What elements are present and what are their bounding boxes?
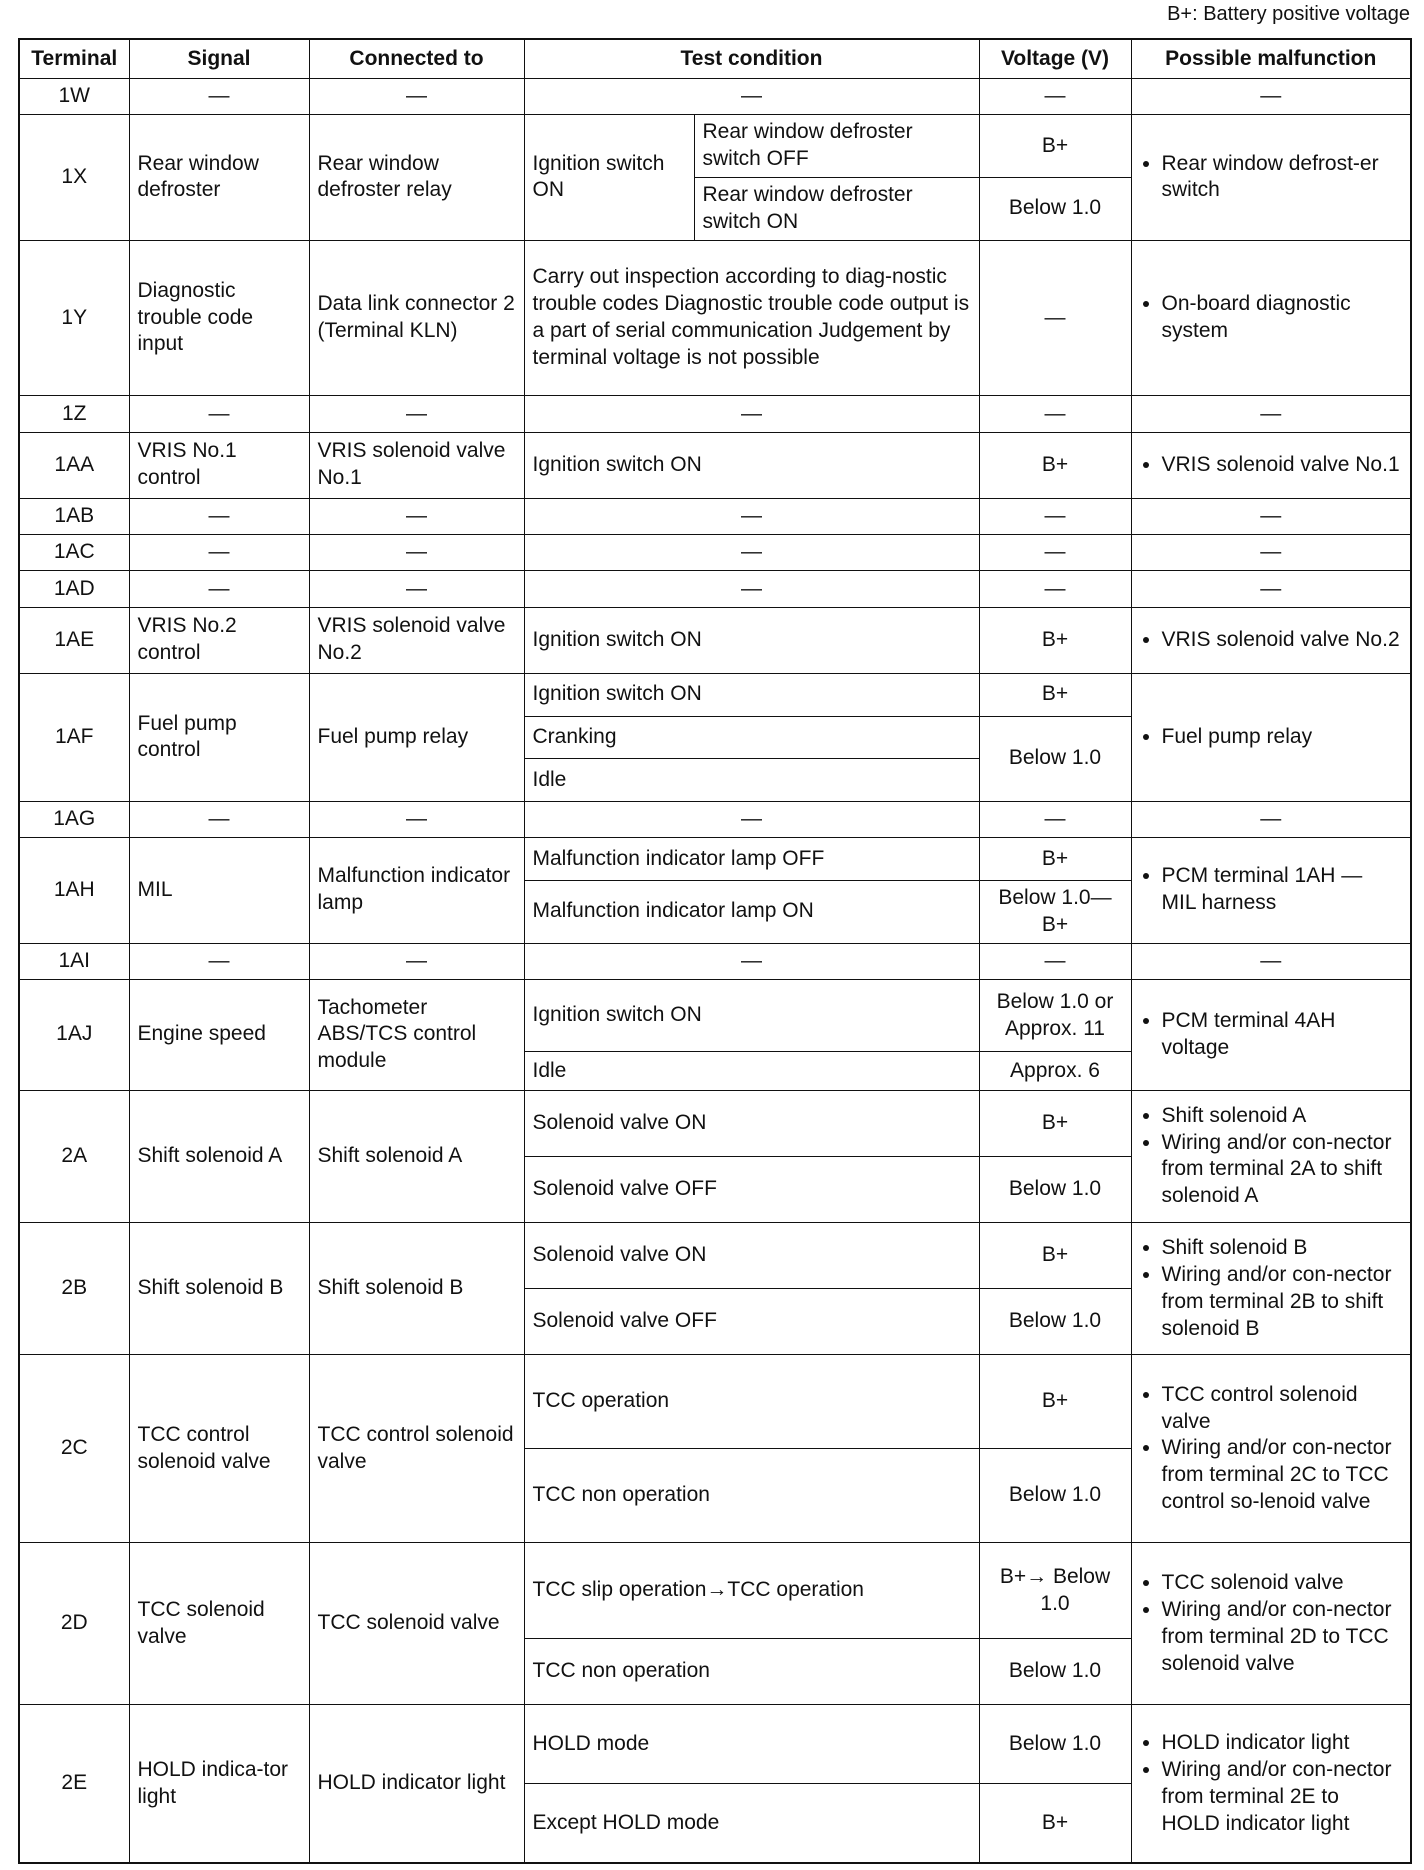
- condition-cell: Ignition switch ON: [524, 607, 979, 673]
- voltage-cell: B+: [979, 1223, 1131, 1289]
- signal-cell: Shift solenoid B: [129, 1223, 309, 1355]
- empty-dash: —: [129, 943, 309, 979]
- empty-dash: —: [979, 498, 1131, 534]
- malfunction-cell: [1131, 1223, 1411, 1355]
- table-row: [19, 673, 1411, 716]
- terminal-cell: 1AF: [19, 673, 129, 801]
- header-connected-to: Connected to: [309, 39, 524, 79]
- condition-cell: TCC non operation: [524, 1639, 979, 1705]
- malfunction-item: • Wiring and/or con-nector from terminal 2D to TCC solenoid valve: [1162, 1597, 1403, 1678]
- terminal-cell: 1W: [19, 79, 129, 115]
- voltage-cell: Below 1.0: [979, 177, 1131, 240]
- terminal-cell: 1AB: [19, 498, 129, 534]
- voltage-cell: Below 1.0: [979, 1639, 1131, 1705]
- voltage-cell: B+: [979, 1090, 1131, 1156]
- terminal-cell: 1AG: [19, 801, 129, 837]
- condition-cell: Rear window defroster switch ON: [694, 177, 979, 240]
- terminal-cell: 1AH: [19, 838, 129, 943]
- terminal-cell: 1X: [19, 115, 129, 240]
- empty-dash: —: [1131, 396, 1411, 432]
- empty-dash: —: [129, 571, 309, 607]
- malfunction-cell: [1131, 838, 1411, 943]
- table-row: [19, 1355, 1411, 1449]
- malfunction-cell: [1131, 1355, 1411, 1543]
- voltage-cell: Below 1.0 or Approx. 11: [979, 979, 1131, 1052]
- condition-cell: Idle: [524, 1052, 979, 1090]
- table-row: [19, 1090, 1411, 1156]
- terminal-cell: 1AE: [19, 607, 129, 673]
- malfunction-item: • Shift solenoid B: [1162, 1235, 1403, 1262]
- empty-dash: —: [524, 535, 979, 571]
- table-row: [19, 432, 1411, 498]
- connected-cell: VRIS solenoid valve No.1: [309, 432, 524, 498]
- signal-cell: Rear window defroster: [129, 115, 309, 240]
- malfunction-item: • TCC solenoid valve: [1162, 1570, 1403, 1597]
- table-row: [19, 838, 1411, 881]
- connected-cell: Fuel pump relay: [309, 673, 524, 801]
- empty-dash: —: [1131, 79, 1411, 115]
- table-row: [19, 1543, 1411, 1639]
- empty-dash: —: [524, 396, 979, 432]
- voltage-cell: Below 1.0: [979, 1156, 1131, 1222]
- terminal-cell: 2E: [19, 1705, 129, 1863]
- voltage-cell: B+→ Below 1.0: [979, 1543, 1131, 1639]
- malfunction-cell: [1131, 673, 1411, 801]
- malfunction-cell: [1131, 432, 1411, 498]
- empty-dash: —: [309, 801, 524, 837]
- condition-cell: Ignition switch ON: [524, 979, 979, 1052]
- condition-cell: Rear window defroster switch OFF: [694, 115, 979, 178]
- connected-cell: Data link connector 2 (Terminal KLN): [309, 240, 524, 396]
- connected-cell: Tachometer ABS/TCS control module: [309, 979, 524, 1090]
- header-signal: Signal: [129, 39, 309, 79]
- malfunction-item: • PCM terminal 1AH — MIL harness: [1162, 863, 1403, 917]
- connected-cell: TCC solenoid valve: [309, 1543, 524, 1705]
- condition-cell: TCC operation: [524, 1355, 979, 1449]
- malfunction-cell: [1131, 979, 1411, 1090]
- connected-cell: TCC control solenoid valve: [309, 1355, 524, 1543]
- signal-cell: Engine speed: [129, 979, 309, 1090]
- malfunction-item: • Wiring and/or con-nector from terminal 2B to shift solenoid B: [1162, 1262, 1403, 1343]
- malfunction-item: • TCC control solenoid valve: [1162, 1382, 1403, 1436]
- voltage-cell: Below 1.0—B+: [979, 880, 1131, 943]
- connected-cell: Rear window defroster relay: [309, 115, 524, 240]
- empty-dash: —: [309, 571, 524, 607]
- connected-cell: VRIS solenoid valve No.2: [309, 607, 524, 673]
- empty-dash: —: [309, 498, 524, 534]
- signal-cell: HOLD indica-tor light: [129, 1705, 309, 1863]
- malfunction-cell: [1131, 115, 1411, 240]
- malfunction-item: • VRIS solenoid valve No.1: [1162, 452, 1403, 479]
- empty-dash: —: [979, 79, 1131, 115]
- voltage-cell: B+: [979, 1355, 1131, 1449]
- empty-dash: —: [1131, 498, 1411, 534]
- malfunction-item: • VRIS solenoid valve No.2: [1162, 627, 1403, 654]
- condition-cell: Idle: [524, 759, 979, 802]
- empty-dash: —: [979, 240, 1131, 396]
- voltage-cell: B+: [979, 673, 1131, 716]
- condition-cell: Ignition switch ON: [524, 673, 979, 716]
- signal-cell: VRIS No.1 control: [129, 432, 309, 498]
- condition-cell: Solenoid valve ON: [524, 1223, 979, 1289]
- empty-dash: —: [1131, 801, 1411, 837]
- signal-cell: VRIS No.2 control: [129, 607, 309, 673]
- connected-cell: HOLD indicator light: [309, 1705, 524, 1863]
- terminal-cell: 2C: [19, 1355, 129, 1543]
- empty-dash: —: [979, 943, 1131, 979]
- empty-dash: —: [524, 801, 979, 837]
- voltage-cell: B+: [979, 432, 1131, 498]
- voltage-cell: Below 1.0: [979, 1705, 1131, 1784]
- table-row: [19, 571, 1411, 607]
- empty-dash: —: [129, 801, 309, 837]
- signal-cell: TCC solenoid valve: [129, 1543, 309, 1705]
- terminal-voltage-table: [18, 38, 1412, 1864]
- table-row: [19, 1223, 1411, 1289]
- empty-dash: —: [524, 943, 979, 979]
- header-possible-malfunction: Possible malfunction: [1131, 39, 1411, 79]
- empty-dash: —: [524, 571, 979, 607]
- header-test-condition: Test condition: [524, 39, 979, 79]
- terminal-cell: 1AI: [19, 943, 129, 979]
- malfunction-cell: [1131, 1090, 1411, 1222]
- table-row: [19, 396, 1411, 432]
- empty-dash: —: [524, 79, 979, 115]
- voltage-cell: B+: [979, 1784, 1131, 1863]
- empty-dash: —: [979, 535, 1131, 571]
- terminal-cell: 2A: [19, 1090, 129, 1222]
- malfunction-item: • Rear window defrost-er switch: [1162, 151, 1403, 205]
- malfunction-item: • Wiring and/or con-nector from terminal 2E to HOLD indicator light: [1162, 1757, 1403, 1838]
- empty-dash: —: [524, 498, 979, 534]
- empty-dash: —: [979, 396, 1131, 432]
- table-row: [19, 115, 1411, 178]
- terminal-cell: 1AA: [19, 432, 129, 498]
- malfunction-item: • PCM terminal 4AH voltage: [1162, 1008, 1403, 1062]
- condition-cell: Ignition switch ON: [524, 115, 694, 240]
- signal-cell: Fuel pump control: [129, 673, 309, 801]
- terminal-cell: 1Z: [19, 396, 129, 432]
- empty-dash: —: [129, 498, 309, 534]
- empty-dash: —: [129, 396, 309, 432]
- condition-cell: Ignition switch ON: [524, 432, 979, 498]
- voltage-cell: B+: [979, 607, 1131, 673]
- header-row: [19, 39, 1411, 79]
- malfunction-item: • Wiring and/or con-nector from terminal 2C to TCC control so-lenoid valve: [1162, 1435, 1403, 1516]
- table-row: [19, 801, 1411, 837]
- signal-cell: TCC control solenoid valve: [129, 1355, 309, 1543]
- connected-cell: Shift solenoid A: [309, 1090, 524, 1222]
- condition-cell: TCC slip operation→TCC operation: [524, 1543, 979, 1639]
- connected-cell: Malfunction indicator lamp: [309, 838, 524, 943]
- voltage-cell: Approx. 6: [979, 1052, 1131, 1090]
- table-row: [19, 498, 1411, 534]
- table-row: [19, 943, 1411, 979]
- empty-dash: —: [309, 79, 524, 115]
- terminal-cell: 2D: [19, 1543, 129, 1705]
- table-row: [19, 79, 1411, 115]
- voltage-cell: Below 1.0: [979, 1289, 1131, 1355]
- condition-cell: TCC non operation: [524, 1449, 979, 1543]
- voltage-cell: B+: [979, 838, 1131, 881]
- voltage-legend-note: B+: Battery positive voltage: [1167, 3, 1410, 25]
- malfunction-item: • Fuel pump relay: [1162, 724, 1403, 751]
- condition-cell: Solenoid valve OFF: [524, 1156, 979, 1222]
- empty-dash: —: [1131, 943, 1411, 979]
- empty-dash: —: [979, 571, 1131, 607]
- malfunction-item: • Shift solenoid A: [1162, 1103, 1403, 1130]
- empty-dash: —: [1131, 535, 1411, 571]
- malfunction-item: • Wiring and/or con-nector from terminal 2A to shift solenoid A: [1162, 1130, 1403, 1211]
- table-row: [19, 1705, 1411, 1784]
- voltage-cell: Below 1.0: [979, 1449, 1131, 1543]
- empty-dash: —: [309, 943, 524, 979]
- empty-dash: —: [309, 535, 524, 571]
- empty-dash: —: [1131, 571, 1411, 607]
- empty-dash: —: [979, 801, 1131, 837]
- malfunction-cell: [1131, 1543, 1411, 1705]
- terminal-cell: 2B: [19, 1223, 129, 1355]
- condition-cell: HOLD mode: [524, 1705, 979, 1784]
- empty-dash: —: [309, 396, 524, 432]
- empty-dash: —: [129, 535, 309, 571]
- connected-cell: Shift solenoid B: [309, 1223, 524, 1355]
- signal-cell: Shift solenoid A: [129, 1090, 309, 1222]
- condition-cell: Malfunction indicator lamp OFF: [524, 838, 979, 881]
- empty-dash: —: [129, 79, 309, 115]
- malfunction-cell: [1131, 240, 1411, 396]
- table-row: [19, 240, 1411, 396]
- signal-cell: Diagnostic trouble code input: [129, 240, 309, 396]
- signal-cell: MIL: [129, 838, 309, 943]
- malfunction-item: • HOLD indicator light: [1162, 1730, 1403, 1757]
- condition-cell: Malfunction indicator lamp ON: [524, 880, 979, 943]
- condition-cell: Solenoid valve OFF: [524, 1289, 979, 1355]
- table-row: [19, 979, 1411, 1052]
- terminal-cell: 1Y: [19, 240, 129, 396]
- malfunction-cell: [1131, 607, 1411, 673]
- malfunction-item: • On-board diagnostic system: [1162, 291, 1403, 345]
- voltage-cell: Below 1.0: [979, 716, 1131, 801]
- terminal-cell: 1AC: [19, 535, 129, 571]
- table-row: [19, 535, 1411, 571]
- condition-cell: Solenoid valve ON: [524, 1090, 979, 1156]
- table-row: [19, 607, 1411, 673]
- condition-cell: Carry out inspection according to diag-nostic trouble codes Diagnostic trouble code output is a part of serial communication Judgement by terminal voltage is not possible: [524, 240, 979, 396]
- terminal-cell: 1AD: [19, 571, 129, 607]
- header-terminal: Terminal: [19, 39, 129, 79]
- condition-cell: Except HOLD mode: [524, 1784, 979, 1863]
- voltage-cell: B+: [979, 115, 1131, 178]
- header-voltage: Voltage (V): [979, 39, 1131, 79]
- malfunction-cell: [1131, 1705, 1411, 1863]
- terminal-cell: 1AJ: [19, 979, 129, 1090]
- condition-cell: Cranking: [524, 716, 979, 759]
